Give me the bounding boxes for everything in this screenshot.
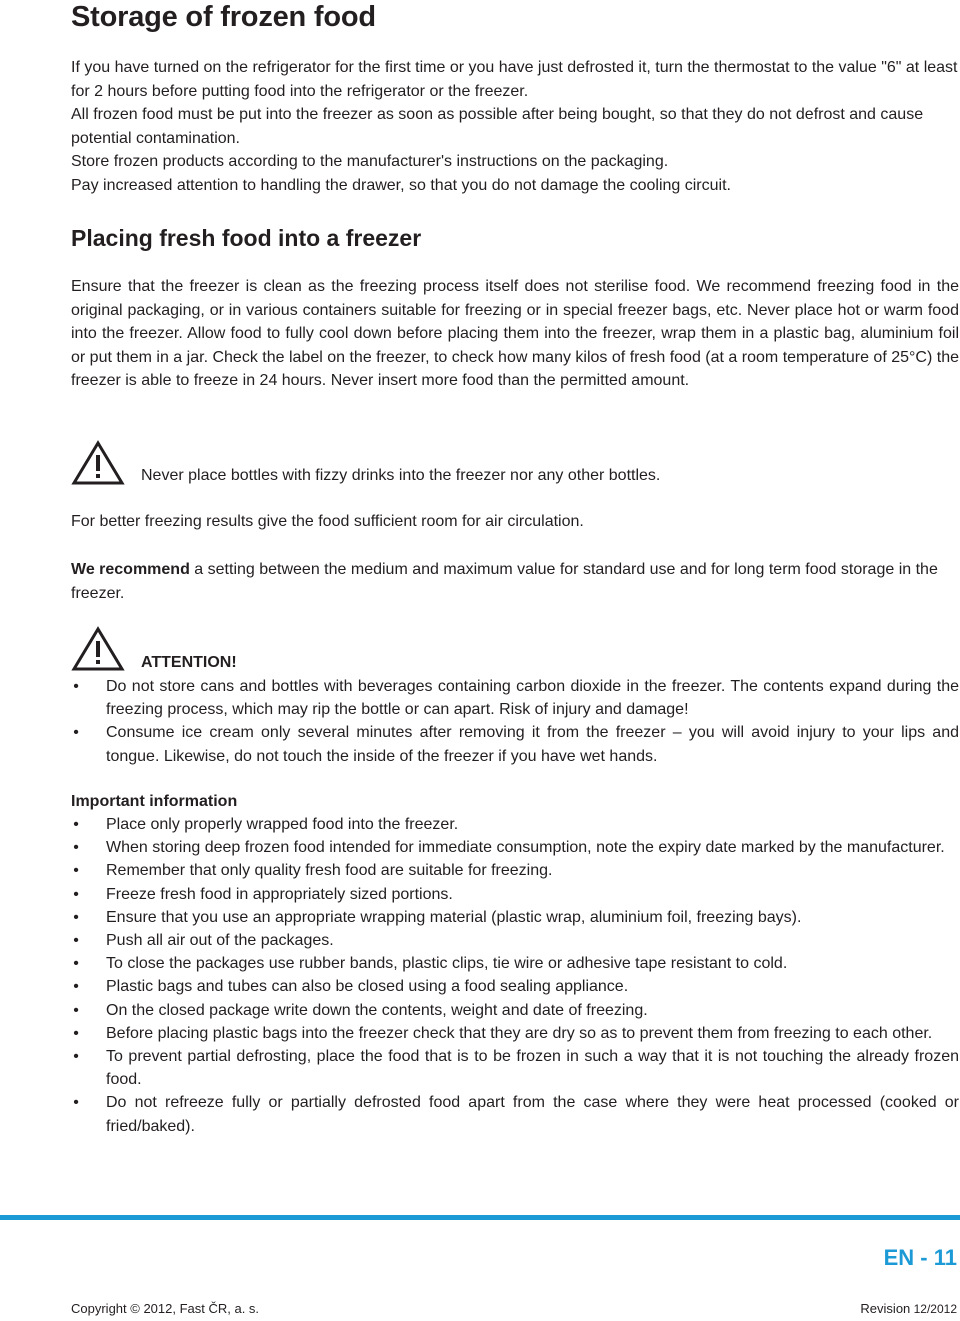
list-item: • Push all air out of the packages. bbox=[71, 929, 959, 952]
footer-divider bbox=[0, 1215, 960, 1220]
intro-block bbox=[71, 56, 959, 197]
bullet-icon: • bbox=[73, 908, 79, 926]
list-item: • To prevent partial defrosting, place the food that is to be frozen in such a way that it is not touching the already frozen food. bbox=[71, 1045, 959, 1091]
intro-paragraph: Store frozen products according to the manufacturer's instructions on the packaging. bbox=[71, 153, 669, 170]
revision-label: Revision bbox=[860, 1301, 911, 1316]
attention-label: ATTENTION! bbox=[141, 654, 237, 671]
intro-paragraph: If you have turned on the refrigerator for the first time or you have just defrosted it, turn the thermostat to the value "6" at least for 2 hours before putting food into the refrigerator or the freezer. bbox=[71, 59, 958, 100]
bullet-icon: • bbox=[73, 885, 79, 903]
list-item: • On the closed package write down the contents, weight and date of freezing. bbox=[71, 999, 959, 1022]
bullet-icon: • bbox=[73, 1001, 79, 1019]
list-item: • Freeze fresh food in appropriately sized portions. bbox=[71, 883, 959, 906]
bullet-icon: • bbox=[73, 1094, 79, 1112]
bullet-icon: • bbox=[73, 862, 79, 880]
list-item: • Ensure that you use an appropriate wrapping material (plastic wrap, aluminium foil, freezing bays). bbox=[71, 906, 959, 929]
bullet-icon: • bbox=[73, 724, 79, 742]
section-title-placing-fresh-food: Placing fresh food into a freezer bbox=[71, 225, 422, 251]
intro-paragraph: Pay increased attention to handling the drawer, so that you do not damage the cooling circuit. bbox=[71, 176, 731, 194]
bullet-icon: • bbox=[73, 978, 79, 996]
warning-triangle-icon bbox=[71, 626, 125, 672]
page-number: EN - 11 bbox=[883, 1245, 957, 1270]
bullet-icon: • bbox=[73, 678, 79, 695]
revision-value: 12/2012 bbox=[910, 1302, 957, 1316]
revision-text bbox=[860, 1300, 957, 1318]
placing-fresh-food-body: Ensure that the freezer is clean as the freezing process itself does not sterilise food. We recommend freezing food in the original packaging, or in various containers suitable for freezing or in special freezer bags, etc. Never place hot or warm food into the freezer. Allow food to fully cool down before placing them into the freezer, wrap them in a plastic bag, aluminium foil or put them in a jar. Check the label on the freezer, to check how many kilos of fresh food (at a room temperature of 25°C) the freezer is able to freeze in 24 hours. Never insert more food than the permitted amount. bbox=[71, 278, 959, 389]
bullet-icon: • bbox=[73, 816, 79, 833]
list-item: • Do not refreeze fully or partially defrosted food apart from the case where they were heat processed (cooked or fried/baked). bbox=[71, 1091, 959, 1137]
bullet-icon: • bbox=[73, 932, 79, 950]
warning-triangle-icon bbox=[71, 440, 125, 486]
list-item: • Before placing plastic bags into the freezer check that they are dry so as to prevent them from freezing to each other. bbox=[71, 1022, 959, 1045]
important-information-list bbox=[71, 813, 959, 1138]
list-item: • When storing deep frozen food intended for immediate consumption, note the expiry date marked by the manufacturer. bbox=[71, 836, 959, 859]
list-item: • To close the packages use rubber bands, plastic clips, tie wire or adhesive tape resistant to cold. bbox=[71, 952, 959, 975]
bullet-icon: • bbox=[73, 1048, 79, 1066]
page-title: Storage of frozen food bbox=[71, 1, 376, 33]
list-item: • Do not store cans and bottles with beverages containing carbon dioxide in the freezer. The contents expand during the freezing process, which may rip the bottle or can apart. Risk of injury and damage! bbox=[71, 675, 959, 721]
recommend-body: a setting between the medium and maximum value for standard use and for long term food storage in the freezer. bbox=[71, 561, 938, 602]
bullet-icon: • bbox=[73, 1024, 79, 1042]
recommend-label: We recommend bbox=[71, 561, 190, 578]
attention-list bbox=[71, 675, 959, 768]
warning-bottles-text: Never place bottles with fizzy drinks into the freezer nor any other bottles. bbox=[141, 467, 661, 484]
list-item: • Place only properly wrapped food into the freezer. bbox=[71, 813, 959, 836]
air-circulation-text: For better freezing results give the food sufficient room for air circulation. bbox=[71, 513, 584, 530]
important-information-title: Important information bbox=[71, 793, 238, 810]
recommend-text bbox=[71, 558, 959, 605]
list-item: • Plastic bags and tubes can also be closed using a food sealing appliance. bbox=[71, 975, 959, 998]
list-item: • Remember that only quality fresh food are suitable for freezing. bbox=[71, 859, 959, 882]
bullet-icon: • bbox=[73, 955, 79, 973]
copyright-text: Copyright © 2012, Fast ČR, a. s. bbox=[71, 1301, 260, 1316]
bullet-icon: • bbox=[73, 839, 79, 857]
list-item: • Consume ice cream only several minutes after removing it from the freezer – you will avoid injury to your lips and tongue. Likewise, do not touch the inside of the freezer if you have wet hands. bbox=[71, 721, 959, 767]
intro-paragraph: All frozen food must be put into the freezer as soon as possible after being bought, so that they do not defrost and cause potential contamination. bbox=[71, 106, 924, 147]
